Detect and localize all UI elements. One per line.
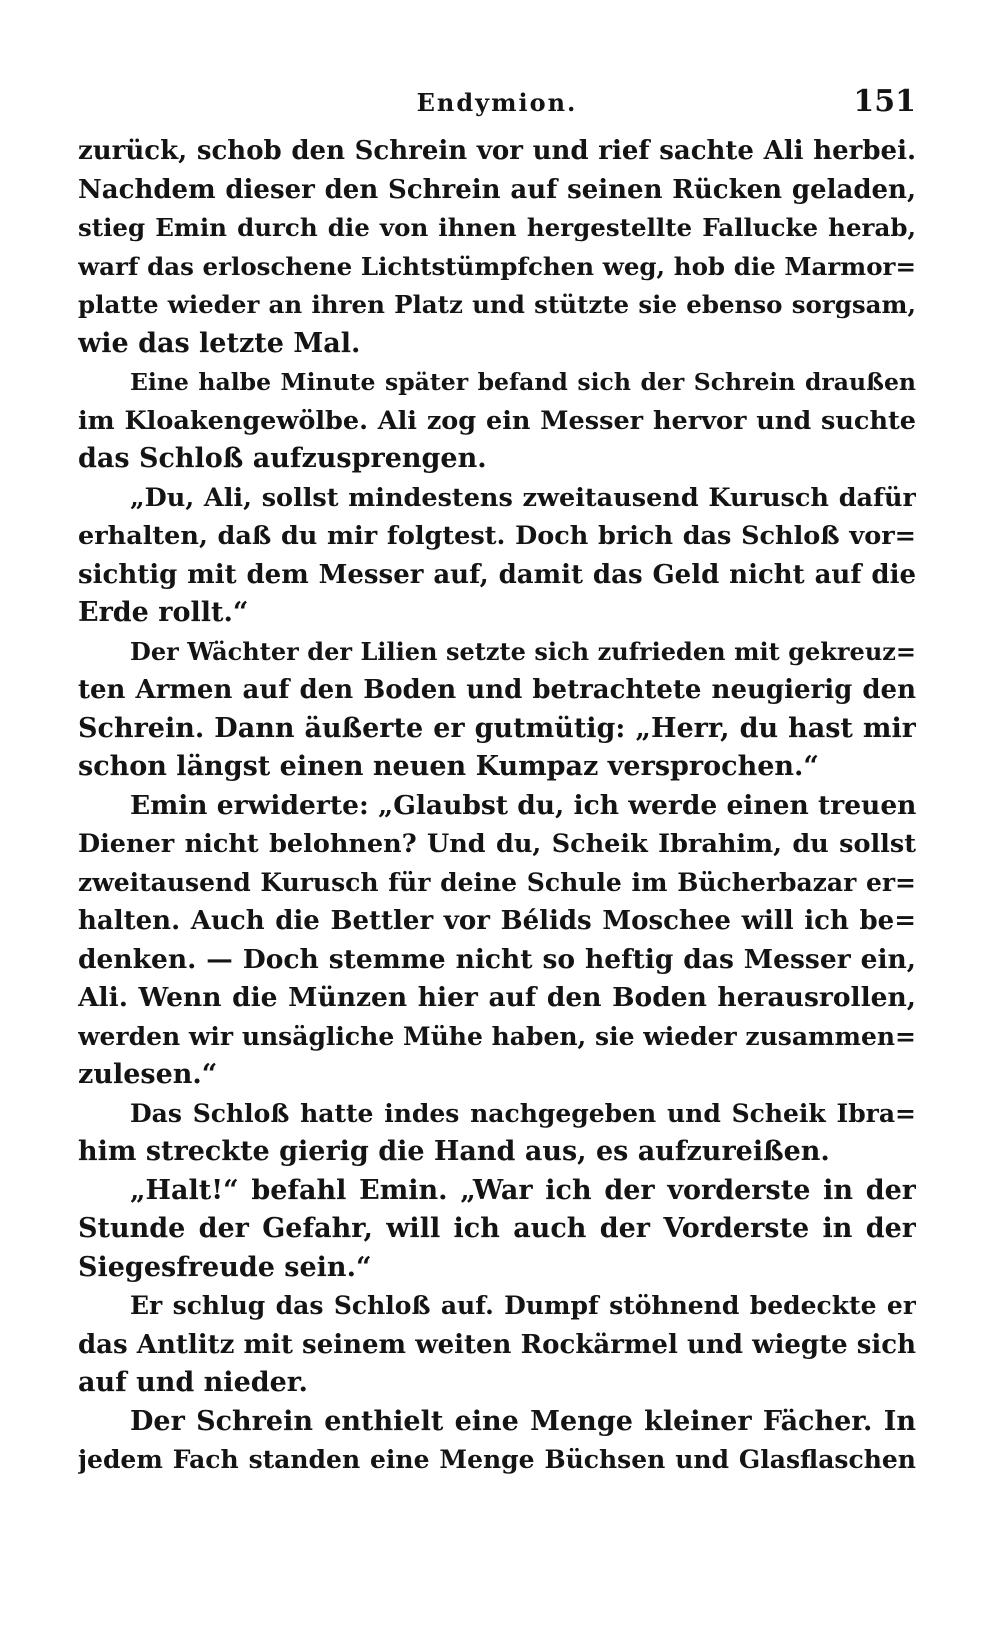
page-number: 151 (853, 84, 916, 119)
text-line: Der Wächter der Lilien setzte sich zufrieden mit gekreuz= (130, 636, 916, 666)
text-line: wie das letzte Mal. (78, 327, 361, 359)
body-text (78, 132, 916, 1480)
text-line: Er schlug das Schloß auf. Dumpf stöhnend bedeckte er (130, 1291, 916, 1320)
text-line: das Schloß aufzusprengen. (78, 443, 487, 474)
text-line: das Antlitz mit seinem weiten Rockärmel und wiegte sich (78, 1329, 916, 1360)
text-line: denken. — Doch stemme nicht so heftig das Messer ein, (78, 943, 916, 975)
text-line: Stunde der Gefahr, will ich auch der Vorderste in der (78, 1213, 916, 1244)
text-line: im Kloakengewölbe. Ali zog ein Messer hervor und suchte (78, 405, 916, 436)
text-line: erhalten, daß du mir folgtest. Doch brich das Schloß vor= (78, 521, 916, 551)
text-line: jedem Fach standen eine Menge Büchsen und Glasflaschen (78, 1445, 916, 1474)
text-line: Erde rollt.“ (78, 597, 249, 628)
text-line: ten Armen auf den Boden und betrachtete neugierig den (78, 675, 916, 705)
page-header (78, 84, 916, 124)
text-line: „Du, Ali, sollst mindestens zweitausend Kurusch dafür (130, 482, 916, 513)
text-line: Der Schrein enthielt eine Menge kleiner Fächer. In (130, 1405, 916, 1437)
text-line: sichtig mit dem Messer auf, damit das Geld nicht auf die (78, 559, 916, 590)
text-line: stieg Emin durch die von ihnen hergestellte Fallucke herab, (78, 213, 916, 242)
text-line: „Halt!“ befahl Emin. „War ich der vorderste in der (130, 1174, 916, 1206)
text-line: Diener nicht belohnen? Und du, Scheik Ibrahim, du sollst (78, 829, 916, 859)
text-line: him streckte gierig die Hand aus, es aufzureißen. (78, 1136, 830, 1167)
text-line: Ali. Wenn die Münzen hier auf den Boden herausrollen, (78, 982, 916, 1013)
text-line: Das Schloß hatte indes nachgegeben und Scheik Ibra= (130, 1098, 916, 1128)
text-line: Siegesfreude sein.“ (78, 1251, 372, 1283)
text-line: platte wieder an ihren Platz und stützte sie ebenso sorgsam, (78, 290, 916, 319)
text-line: Emin erwiderte: „Glaubst du, ich werde einen treuen (130, 789, 916, 821)
text-line: werden wir unsägliche Mühe haben, sie wieder zusammen= (78, 1021, 916, 1051)
text-line: zurück, schob den Schrein vor und rief sachte Ali herbei. (78, 136, 916, 166)
text-line: zulesen.“ (78, 1059, 218, 1090)
text-line: Eine halbe Minute später befand sich der Schrein draußen (130, 368, 916, 396)
text-line: Schrein. Dann äußerte er gutmütig: „Herr, du hast mir (78, 712, 916, 744)
running-head: Endymion. (416, 88, 578, 117)
text-line: auf und nieder. (78, 1367, 308, 1398)
text-line: schon längst einen neuen Kumpaz versprochen.“ (78, 751, 819, 782)
text-line: zweitausend Kurusch für deine Schule im Bücherbazar er= (78, 867, 916, 897)
text-line: Nachdem dieser den Schrein auf seinen Rücken geladen, (78, 174, 916, 205)
text-line: warf das erloschene Lichtstümpfchen weg, hob die Marmor= (78, 251, 916, 281)
text-line: halten. Auch die Bettler vor Bélids Moschee will ich be= (78, 906, 916, 936)
